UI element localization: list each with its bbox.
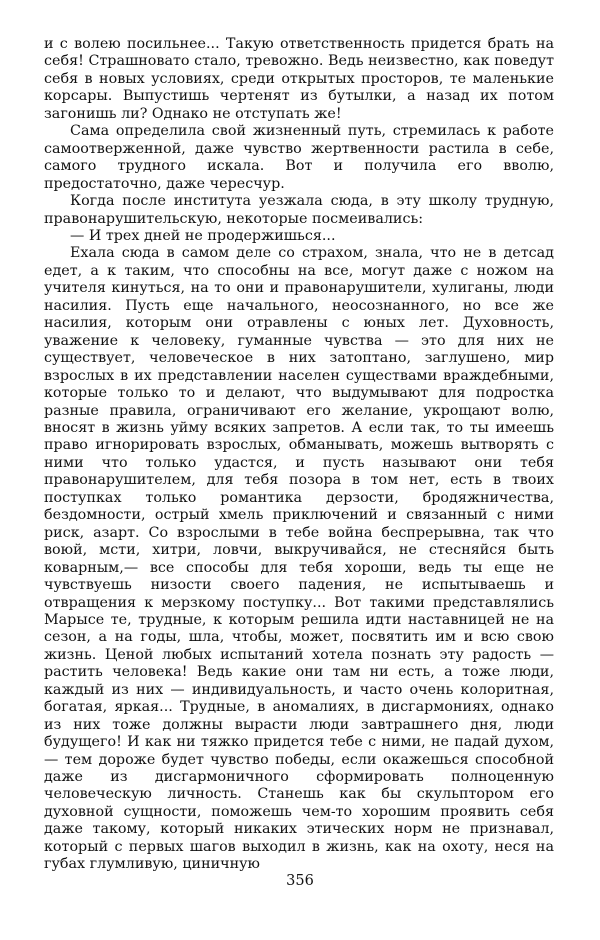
page-body	[44, 36, 554, 874]
paragraph-2: Сама определила свой жизненный путь, стремилась к работе самоотверженной, даже чувство жертвенности растила в себе, самого трудного искала. Вот и получила его вволю, предостаточно, даже чересчур.	[44, 123, 554, 192]
page-number: 356	[286, 873, 314, 889]
paragraph-3: Когда после института уезжала сюда, в эту школу трудную, правонарушительскую, некоторые посмеивались:	[44, 193, 554, 227]
paragraph-1: и с волею посильнее... Такую ответственность придется брать на себя! Страшновато стало, тревожно. Ведь неизвестно, как поведут себя в новых условиях, среди открытых просторов, те маленькие корсары. Выпустишь чертенят из бутылки, а назад их потом загонишь ли? Однако не отступать же!	[44, 36, 554, 122]
paragraph-5: Ехала сюда в самом деле со страхом, знала, что не в детсад едет, а к таким, что способны на все, могут даже с ножом на учителя кинуться, на то они и правонарушители, хулиганы, люди насилия. Пусть еще начального, неосознанного, но все же насилия, которым они отравлены с юных лет. Духовность, уважение к человеку, гуманные чувства — это для них не существует, человеческое в них затоптано, заглушено, мир взрослых в их представлении населен существами враждебными, которые только то и делают, что выдумывают для подростка разные правила, ограничивают его желание, укрощают волю, вносят в жизнь уйму всяких запретов. А если так, то ты имеешь право игнорировать взрослых, обманывать, можешь вытворять с ними что только удастся, и пусть называют они тебя правонарушителем, для тебя позора в том нет, есть в твоих поступках только романтика дерзости, бродяжничества, бездомности, острый хмель приключений и связанный с ними риск, азарт. Со взрослыми в тебе война беспрерывна, так что воюй, мсти, хитри, ловчи, выкручивайся, не стесняйся быть коварным,— все способы для тебя хороши, ведь ты еще не чувствуешь низости своего падения, не испытываешь и отвращения к мерзкому поступку... Вот такими представлялись Марысе те, трудные, к которым решила идти наставницей не на сезон, а на годы, шла, чтобы, может, посвятить им и всю свою жизнь. Ценой любых испытаний хотела познать эту радость — растить человека! Ведь какие они там ни есть, а тоже люди, каждый из них — индивидуальность, и часто очень колоритная, богатая, яркая... Трудные, в аномалиях, в дисгармониях, однако из них тоже должны вырасти люди завтрашнего дня, люди будущего! И как ни тяжко придется тебе с ними, не падай духом,— тем дороже будет чувство победы, если окажешься способной даже из дисгармоничного сформировать полноценную человеческую личность. Станешь как бы скульптором его духовной сущности, поможешь чем-то хорошим проявить себя даже такому, который никаких этических норм не признавал, который с первых шагов выходил в жизнь, как на охоту, неся на губах глумливую, циничную	[44, 245, 554, 873]
paragraph-4: — И трех дней не продержишься...	[70, 227, 336, 244]
